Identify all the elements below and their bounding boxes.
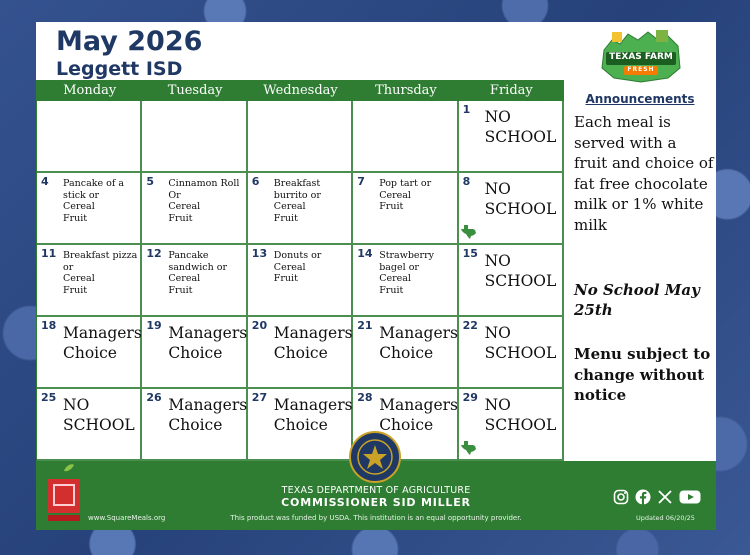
day-number: 27 xyxy=(251,391,268,404)
footer xyxy=(36,461,716,530)
calendar-day-empty xyxy=(248,101,353,173)
x-icon[interactable] xyxy=(657,489,673,505)
weekday-thursday: Thursday xyxy=(375,83,437,98)
day-number: 22 xyxy=(462,319,478,332)
page-title: May 2026 xyxy=(56,26,203,57)
logo-text-bottom: FRESH xyxy=(627,66,655,73)
day-number: 11 xyxy=(41,247,57,260)
calendar-day-7 xyxy=(353,173,458,245)
youtube-icon[interactable] xyxy=(679,489,701,505)
calendar-day-13 xyxy=(248,245,353,317)
day-number: 14 xyxy=(357,247,373,260)
day-menu-text: Donuts or Cereal Fruit xyxy=(273,250,322,284)
day-menu-text: NO SCHOOL xyxy=(484,396,557,434)
day-menu-text: Breakfast burrito or Cereal Fruit xyxy=(273,178,321,224)
calendar-grid xyxy=(37,101,564,461)
calendar-day-18 xyxy=(37,317,142,389)
calendar-day-29 xyxy=(459,389,564,461)
website-link[interactable]: www.SquareMeals.org xyxy=(88,514,166,522)
calendar-day-1 xyxy=(459,101,564,173)
day-menu-text: Managers Choice xyxy=(379,324,458,362)
day-number: 8 xyxy=(462,175,471,188)
day-number: 20 xyxy=(251,319,268,332)
day-number: 21 xyxy=(357,319,373,332)
day-menu-text: Managers Choice xyxy=(63,324,142,362)
social-icons xyxy=(613,489,701,505)
day-menu-text: Breakfast pizza or Cereal Fruit xyxy=(63,250,138,296)
day-menu-text: Pop tart or Cereal Fruit xyxy=(379,178,432,212)
calendar-day-12 xyxy=(142,245,247,317)
day-number: 5 xyxy=(146,175,155,188)
usda-disclaimer: This product was funded by USDA. This institution is an equal opportunity provider. xyxy=(230,514,522,522)
calendar xyxy=(36,80,564,461)
calendar-day-14 xyxy=(353,245,458,317)
updated-date: Updated 06/20/25 xyxy=(636,514,695,522)
day-number: 18 xyxy=(41,319,57,332)
calendar-day-27 xyxy=(248,389,353,461)
day-menu-text: Managers Choice xyxy=(273,324,353,362)
day-number: 12 xyxy=(146,247,162,260)
calendar-day-empty xyxy=(353,101,458,173)
day-menu-text: NO SCHOOL xyxy=(484,108,557,146)
calendar-day-6 xyxy=(248,173,353,245)
weekday-wednesday: Wednesday xyxy=(263,83,338,98)
weekday-header-row xyxy=(37,80,564,101)
calendar-day-15 xyxy=(459,245,564,317)
day-menu-text: Managers Choice xyxy=(379,396,458,434)
day-menu-text: Managers Choice xyxy=(168,324,248,362)
calendar-day-5 xyxy=(142,173,247,245)
day-number: 29 xyxy=(462,391,478,404)
day-number: 26 xyxy=(146,391,162,404)
announcements-text: Each meal is served with a fruit and choice of fat free chocolate milk or 1% white milk xyxy=(574,113,714,234)
facebook-icon[interactable] xyxy=(635,489,651,505)
texas-state-icon xyxy=(461,225,477,239)
weekday-monday: Monday xyxy=(63,83,117,98)
logo-text-top: TEXAS FARM xyxy=(609,52,673,62)
day-menu-text: Pancake sandwich or Cereal Fruit xyxy=(168,250,228,296)
sidebar xyxy=(564,22,716,461)
menu-sheet xyxy=(36,22,716,530)
day-number: 7 xyxy=(357,175,365,188)
day-menu-text: NO SCHOOL xyxy=(484,180,557,218)
calendar-day-21 xyxy=(353,317,458,389)
day-number: 13 xyxy=(251,247,268,260)
instagram-icon[interactable] xyxy=(613,489,629,505)
day-menu-text: Strawberry bagel or Cereal Fruit xyxy=(379,250,435,296)
calendar-day-19 xyxy=(142,317,247,389)
day-menu-text: Managers Choice xyxy=(168,396,248,434)
calendar-day-25 xyxy=(37,389,142,461)
commissioner-name: COMMISSIONER SID MILLER xyxy=(281,496,471,509)
day-menu-text: Pancake of a stick or Cereal Fruit xyxy=(63,178,125,224)
day-menu-text: Managers Choice xyxy=(273,396,353,434)
calendar-day-22 xyxy=(459,317,564,389)
day-number: 4 xyxy=(41,175,49,188)
calendar-day-20 xyxy=(248,317,353,389)
menu-change-notice: Menu subject to change without notice xyxy=(574,345,711,404)
calendar-day-11 xyxy=(37,245,142,317)
weekday-tuesday: Tuesday xyxy=(167,83,223,98)
day-menu-text: NO SCHOOL xyxy=(63,396,135,434)
tda-seal-icon xyxy=(349,431,401,483)
day-menu-text: Cinnamon Roll Or Cereal Fruit xyxy=(168,178,240,224)
department-name: TEXAS DEPARTMENT OF AGRICULTURE xyxy=(281,485,471,496)
day-number: 19 xyxy=(146,319,162,332)
day-menu-text: NO SCHOOL xyxy=(484,252,557,290)
calendar-day-26 xyxy=(142,389,247,461)
calendar-header xyxy=(56,26,202,80)
day-menu-text: NO SCHOOL xyxy=(484,324,557,362)
page-subtitle: Leggett ISD xyxy=(56,58,183,80)
no-school-notice: No School May 25th xyxy=(574,281,700,319)
announcements-heading: Announcements xyxy=(585,92,695,106)
day-number: 25 xyxy=(41,391,57,404)
calendar-day-empty xyxy=(142,101,247,173)
weekday-friday: Friday xyxy=(489,83,533,98)
day-number: 1 xyxy=(462,103,471,116)
calendar-day-8 xyxy=(459,173,564,245)
calendar-day-empty xyxy=(37,101,142,173)
texas-state-icon xyxy=(461,441,477,455)
day-number: 28 xyxy=(357,391,373,404)
day-number: 15 xyxy=(462,247,478,260)
calendar-day-4 xyxy=(37,173,142,245)
day-number: 6 xyxy=(251,175,260,188)
